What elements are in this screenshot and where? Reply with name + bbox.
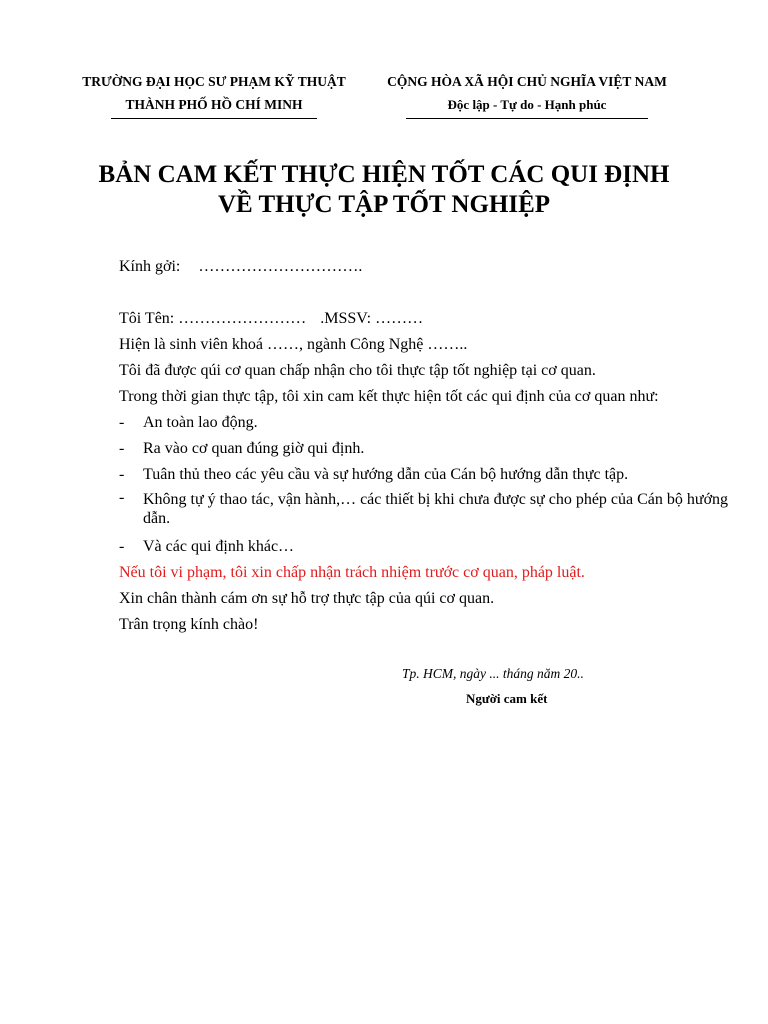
rules-list xyxy=(119,410,739,560)
signer-label: Người cam kết xyxy=(466,691,548,706)
thanks-line: Xin chân thành cám ơn sự hỗ trợ thực tập của qúi cơ quan. xyxy=(119,590,495,607)
recipient-line xyxy=(119,254,739,280)
list-item-text: Và các qui định khác… xyxy=(143,538,295,555)
document-title xyxy=(60,160,708,220)
student-name-field: Tôi Tên: …………………… xyxy=(119,310,307,327)
closing-line: Trân trọng kính chào! xyxy=(119,616,259,633)
name-line xyxy=(119,306,739,332)
institution-name: TRƯỜNG ĐẠI HỌC SƯ PHẠM KỸ THUẬT xyxy=(82,74,346,89)
national-title: CỘNG HÒA XÃ HỘI CHỦ NGHĨA VIỆT NAM xyxy=(387,74,667,89)
institution-city: THÀNH PHỐ HỒ CHÍ MINH xyxy=(111,94,317,119)
recipient-blank: …………………………. xyxy=(198,258,363,275)
student-info-line: Hiện là sinh viên khoá ……, ngành Công Nghệ …….. xyxy=(119,336,468,353)
list-item xyxy=(119,534,739,560)
acceptance-line: Tôi đã được qúi cơ quan chấp nhận cho tôi thực tập tốt nghiệp tại cơ quan. xyxy=(119,362,596,379)
list-item xyxy=(119,410,739,436)
list-item xyxy=(119,488,739,534)
bullet-marker: - xyxy=(119,538,125,555)
document-body xyxy=(119,254,739,638)
title-line-2: VỀ THỰC TẬP TỐT NGHIỆP xyxy=(217,191,551,218)
recipient-label: Kính gởi: xyxy=(119,258,181,275)
bullet-marker: - xyxy=(119,466,125,483)
list-item-text: Không tự ý thao tác, vận hành,… các thiết bị khi chưa được sự cho phép của Cán bộ hướng dẫn. xyxy=(143,491,729,527)
national-header xyxy=(371,72,683,119)
national-motto: Độc lập - Tự do - Hạnh phúc xyxy=(406,94,648,119)
place-date: Tp. HCM, ngày ... tháng năm 20.. xyxy=(402,666,584,681)
bullet-marker: - xyxy=(119,440,125,457)
student-id-field: .MSSV: ……… xyxy=(320,310,424,327)
list-item-text: An toàn lao động. xyxy=(143,414,258,431)
violation-statement: Nếu tôi vi phạm, tôi xin chấp nhận trách nhiệm trước cơ quan, pháp luật. xyxy=(119,564,585,581)
title-line-1: BẢN CAM KẾT THỰC HIỆN TỐT CÁC QUI ĐỊNH xyxy=(98,161,670,188)
institution-header xyxy=(64,72,364,119)
list-item-text: Ra vào cơ quan đúng giờ qui định. xyxy=(143,440,365,457)
list-item-text: Tuân thủ theo các yêu cầu và sự hướng dẫn của Cán bộ hướng dẫn thực tập. xyxy=(143,466,629,483)
list-item xyxy=(119,462,739,488)
bullet-marker: - xyxy=(119,489,125,506)
list-item xyxy=(119,436,739,462)
bullet-marker: - xyxy=(119,414,125,431)
commitment-intro: Trong thời gian thực tập, tôi xin cam kết thực hiện tốt các qui định của cơ quan như: xyxy=(119,388,659,405)
